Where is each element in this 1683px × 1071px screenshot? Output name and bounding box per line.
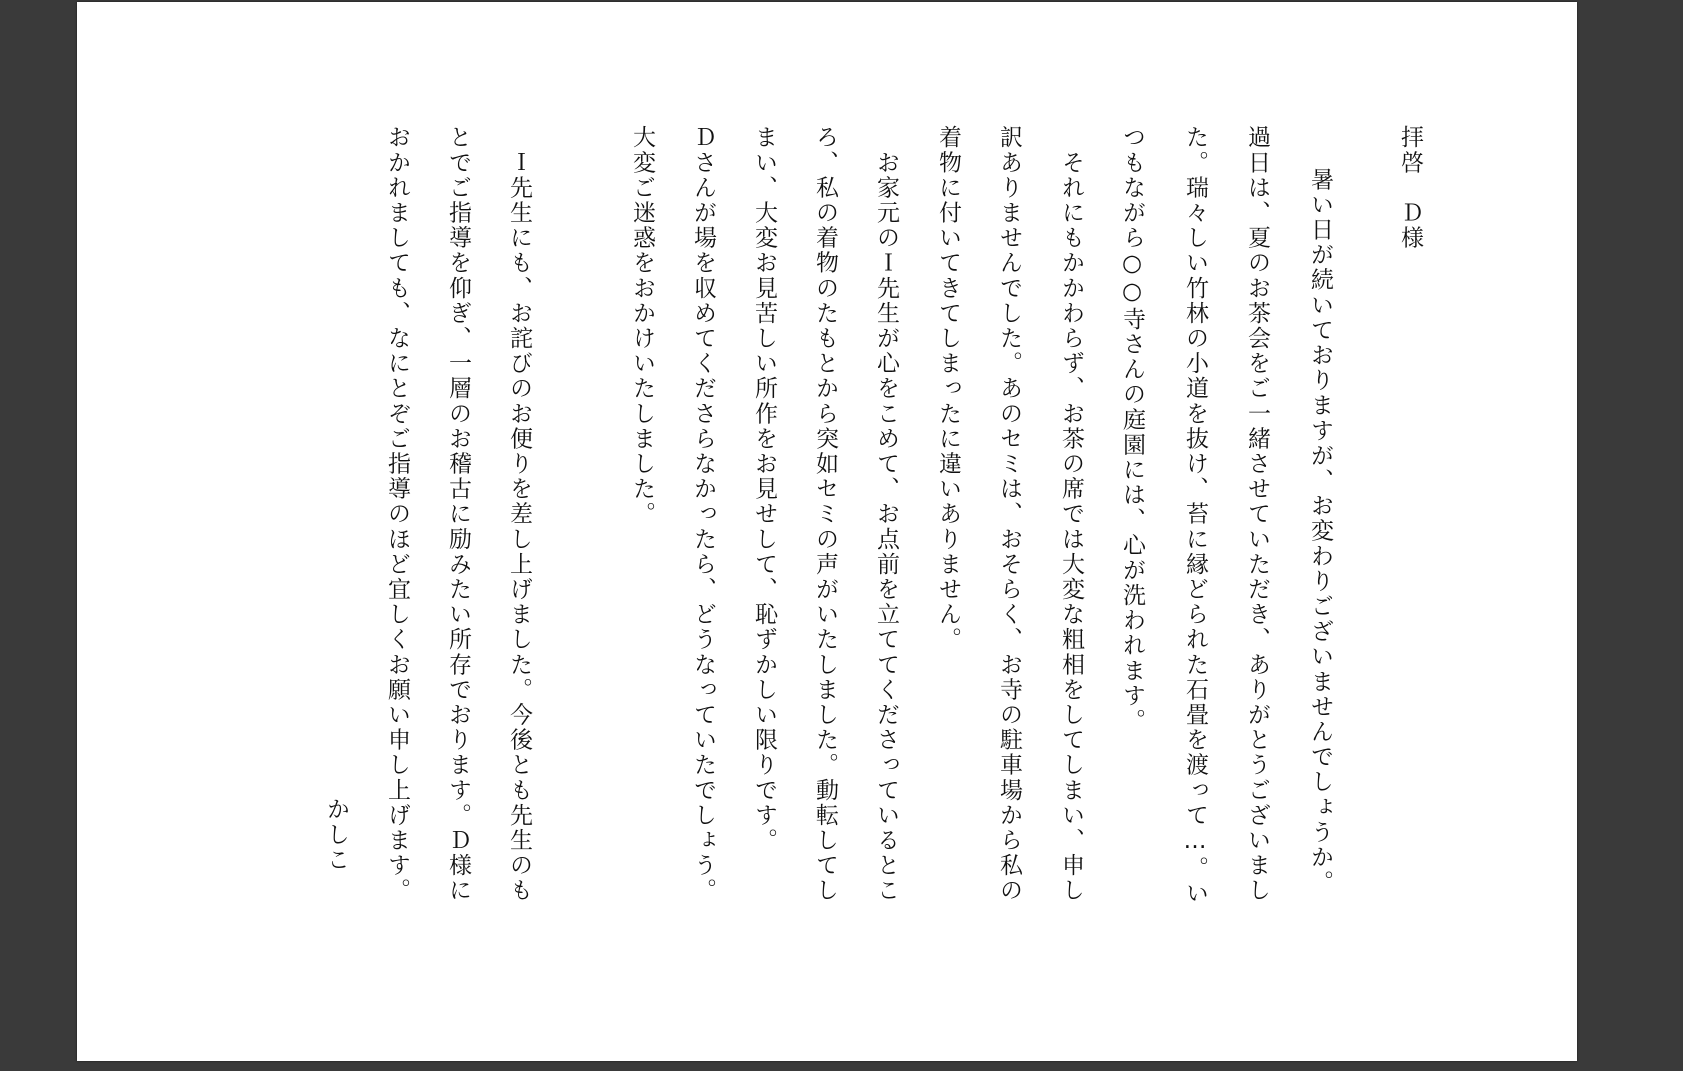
letter-line: 大変ご迷惑をおかけいたしました。 bbox=[629, 125, 655, 527]
letter-line: まい、大変お見苦しい所作をお見せして、恥ずかしい限りです。 bbox=[751, 125, 777, 853]
letter-line: 訳ありませんでした。あのセミは、おそらく、お寺の駐車場から私の bbox=[996, 125, 1022, 904]
letter-line: それにもかかわらず、お茶の席では大変な粗相をしてしまい、申し bbox=[1058, 125, 1084, 904]
document-page bbox=[77, 2, 1577, 1061]
letter-line: た。瑞々しい竹林の小道を抜け、苔に縁どられた石畳を渡って…。い bbox=[1182, 125, 1208, 907]
letter-line: お家元のＩ先生が心をこめて、お点前を立ててくださっているとこ bbox=[873, 125, 899, 904]
letter-line: とでご指導を仰ぎ、一層のお稽古に励みたい所存でおります。Ｄ様に bbox=[445, 125, 471, 904]
letter-line: 着物に付いてきてしまったに違いありません。 bbox=[935, 125, 961, 653]
letter-line: 暑い日が続いておりますが、お変わりございませんでしょうか。 bbox=[1307, 142, 1333, 895]
letter-line: おかれましても、なにとぞご指導のほど宜しくお願い申し上げます。 bbox=[384, 125, 410, 904]
letter-line: Ｄさんが場を収めてくださらなかったら、どうなっていたでしょう。 bbox=[690, 125, 716, 904]
letter-line: Ｉ先生にも、お詫びのお便りを差し上げました。今後とも先生のも bbox=[506, 125, 532, 904]
viewer-left-margin bbox=[0, 0, 77, 1071]
viewer-right-margin bbox=[1577, 0, 1683, 1071]
closing-line: かしこ bbox=[323, 797, 349, 873]
salutation-line: 拝啓 Ｄ様 bbox=[1397, 125, 1423, 251]
letter-line: つもながら○○寺さんの庭園には、心が洗われます。 bbox=[1119, 125, 1145, 734]
letter-line: 過日は、夏のお茶会をご一緒させていただき、ありがとうございまし bbox=[1244, 125, 1270, 904]
letter-line: ろ、私の着物のたもとから突如セミの声がいたしました。動転してし bbox=[812, 125, 838, 904]
